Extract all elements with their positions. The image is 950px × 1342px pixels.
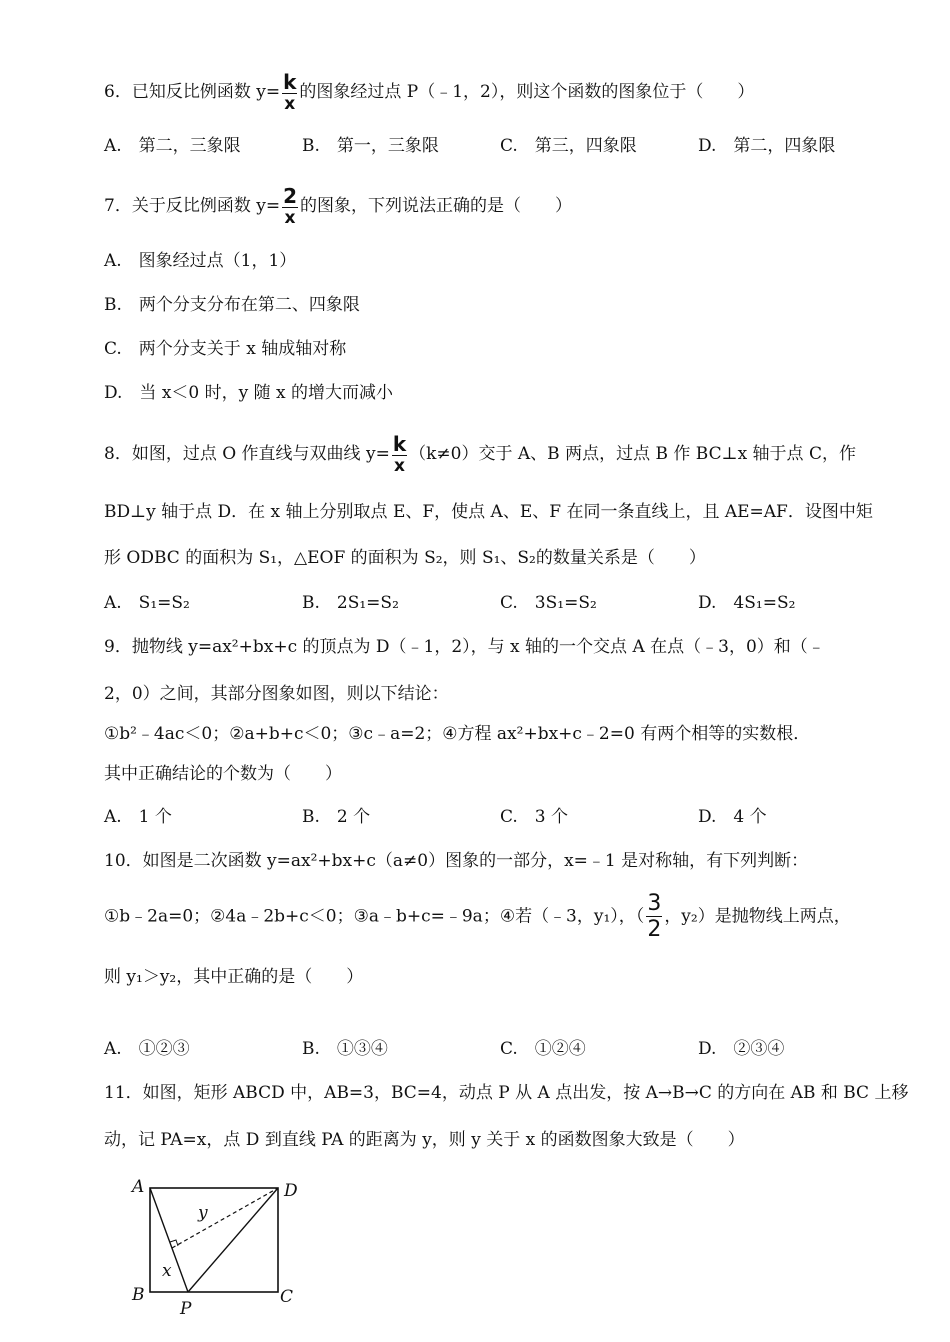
q9-line-3: ①b²﹣4ac＜0；②a+b+c＜0；③c﹣a=2；④方程 ax²+bx+c﹣2=0 有两个相等的实数根． xyxy=(104,724,811,744)
q10-option-c[interactable]: C. ①②④ xyxy=(500,1039,586,1059)
perpendicular-dashed xyxy=(172,1188,278,1248)
q10-line-1: 10．如图是二次函数 y=ax²+bx+c（a≠0）图象的一部分，x=﹣1 是对称轴，有下列判断： xyxy=(104,851,809,871)
label-d: D xyxy=(284,1181,298,1201)
fraction-2-over-x: $\frac{2}{x}$ xyxy=(283,184,297,228)
q9-line-2: 2，0）之间，其部分图象如图，则以下结论： xyxy=(104,684,449,704)
q8-option-c[interactable]: C. 3S₁=S₂ xyxy=(500,593,597,613)
fraction-3-over-2: $\frac{3}{2}$ xyxy=(647,891,662,942)
q9-line-1: 9．抛物线 y=ax²+bx+c 的顶点为 D（﹣1，2），与 x 轴的一个交点 A 在点（﹣3，0）和（﹣ xyxy=(104,637,825,657)
q8-option-d[interactable]: D. 4S₁=S₂ xyxy=(698,593,796,613)
q7-option-c[interactable]: C. 两个分支关于 x 轴成轴对称 xyxy=(104,339,347,359)
q7-option-d[interactable]: D. 当 x＜0 时，y 随 x 的增大而减小 xyxy=(104,383,394,403)
q9-option-c[interactable]: C. 3 个 xyxy=(500,807,569,827)
label-x: x xyxy=(162,1261,172,1281)
q9-line-4: 其中正确结论的个数为（ ） xyxy=(104,764,342,784)
fraction-k-over-x: $\frac{k}{x}$ xyxy=(392,432,407,476)
q9-option-a[interactable]: A. 1 个 xyxy=(104,807,172,827)
q9-option-d[interactable]: D. 4 个 xyxy=(698,807,767,827)
q6-option-d[interactable]: D. 第二，四象限 xyxy=(698,136,836,156)
label-y: y xyxy=(198,1203,208,1223)
q9-option-b[interactable]: B. 2 个 xyxy=(302,807,371,827)
label-a: A xyxy=(132,1177,145,1197)
q7-option-b[interactable]: B. 两个分支分布在第二、四象限 xyxy=(104,295,360,315)
q10-option-d[interactable]: D. ②③④ xyxy=(698,1039,785,1059)
label-p: P xyxy=(180,1299,192,1318)
q7-stem: 7．关于反比例函数 y= $\frac{2}{x}$ 的图象，下列说法正确的是（ ） xyxy=(104,184,572,228)
q11-line-2: 动，记 PA=x，点 D 到直线 PA 的距离为 y，则 y 关于 x 的函数图象大致是（ ） xyxy=(104,1130,745,1150)
q8-stem: 8．如图，过点 O 作直线与双曲线 y= $\frac{k}{x}$ （k≠0）交于 A、B 两点，过点 B 作 BC⊥x 轴于点 C，作 xyxy=(104,432,856,476)
q8-option-b[interactable]: B. 2S₁=S₂ xyxy=(302,593,399,613)
q10-option-a[interactable]: A. ①②③ xyxy=(104,1039,190,1059)
q8-line-3: 形 ODBC 的面积为 S₁，△EOF 的面积为 S₂，则 S₁、S₂的数量关系是（ ） xyxy=(104,548,706,568)
q6-option-a[interactable]: A. 第二，三象限 xyxy=(104,136,241,156)
label-b: B xyxy=(132,1285,145,1305)
label-c: C xyxy=(280,1287,294,1307)
q6-option-b[interactable]: B. 第一，三象限 xyxy=(302,136,439,156)
q10-option-b[interactable]: B. ①③④ xyxy=(302,1039,388,1059)
fraction-k-over-x: $\frac{k}{x}$ xyxy=(283,70,297,114)
q6-stem: 6．已知反比例函数 y= $\frac{k}{x}$ 的图象经过点 P（﹣1，2），则这个函数的图象位于（ ） xyxy=(104,70,755,114)
q6-option-c[interactable]: C. 第三，四象限 xyxy=(500,136,637,156)
q8-option-a[interactable]: A. S₁=S₂ xyxy=(104,593,190,613)
rectangle-figure xyxy=(120,1168,320,1318)
q8-line-2: BD⊥y 轴于点 D．在 x 轴上分别取点 E、F，使点 A、E、F 在同一条直线上，且 AE=AF．设图中矩 xyxy=(104,502,873,522)
q10-line-2: ①b﹣2a=0；②4a﹣2b+c＜0；③a﹣b+c=﹣9a；④若（﹣3，y₁），（ $\frac{3}{2}$ ，y₂）是抛物线上两点， xyxy=(104,891,851,942)
q7-option-a[interactable]: A. 图象经过点（1，1） xyxy=(104,251,297,271)
q11-line-1: 11．如图，矩形 ABCD 中，AB=3，BC=4，动点 P 从 A 点出发，按 A→B→C 的方向在 AB 和 BC 上移 xyxy=(104,1083,909,1103)
q10-line-3: 则 y₁＞y₂，其中正确的是（ ） xyxy=(104,967,364,987)
